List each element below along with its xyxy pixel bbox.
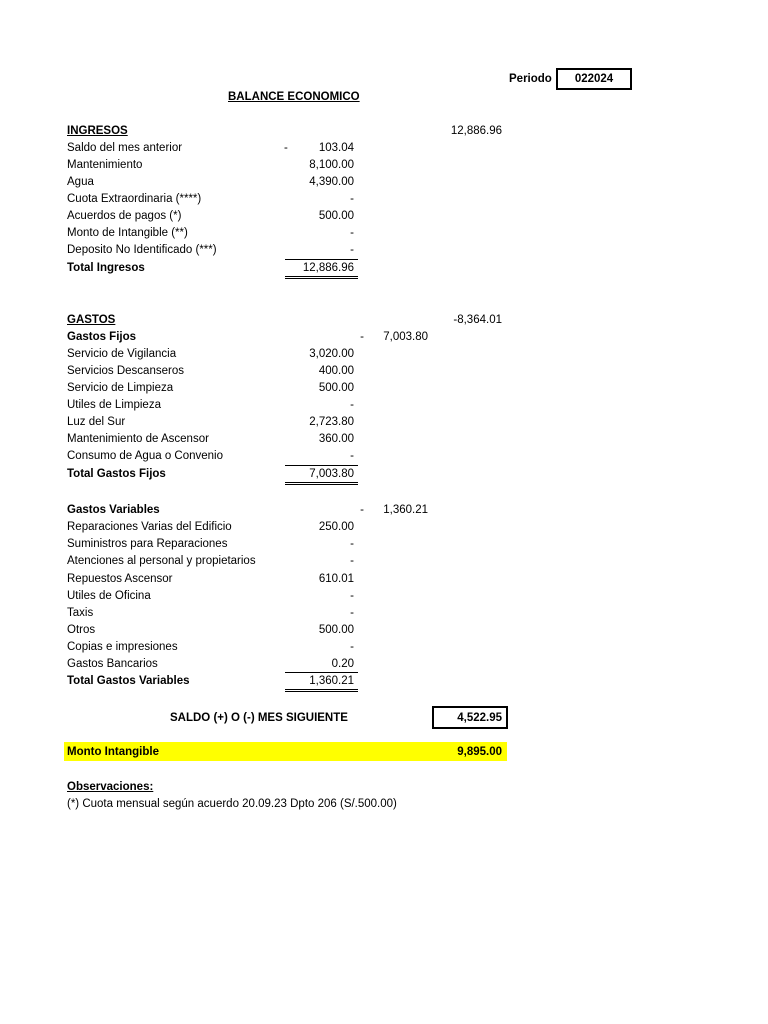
list-item-label: Suministros para Reparaciones: [67, 538, 228, 550]
list-item-value: 610.01: [318, 573, 354, 585]
saldo-value: 4,522.95: [457, 712, 502, 724]
list-item-value: -: [350, 399, 354, 411]
total-variables-label: Total Gastos Variables: [67, 675, 190, 687]
list-item-label: Luz del Sur: [67, 416, 126, 428]
list-item-value: -: [350, 227, 354, 239]
list-item-label: Consumo de Agua o Convenio: [67, 450, 223, 462]
list-item-label: Acuerdos de pagos (*): [67, 210, 182, 222]
total-variables-top-rule: [285, 672, 358, 673]
total-ingresos-double-rule: [285, 276, 358, 279]
periodo-value: 022024: [574, 73, 614, 85]
gastos-variables-heading: Gastos Variables: [67, 504, 160, 516]
gastos-fijos-subtotal: 7,003.80: [383, 331, 428, 343]
list-item-label: Servicio de Limpieza: [67, 382, 174, 394]
list-item-value: 0.20: [331, 658, 354, 670]
list-item-value: 103.04: [318, 142, 354, 154]
list-item-label: Mantenimiento de Ascensor: [67, 433, 209, 445]
list-item-value: 8,100.00: [309, 159, 354, 171]
list-item-value: 500.00: [318, 382, 354, 394]
gastos-heading: GASTOS: [67, 314, 116, 326]
list-item-label: Monto de Intangible (**): [67, 227, 188, 239]
list-item-label: Otros: [67, 624, 96, 636]
gastos-fijos-sign: -: [360, 331, 364, 343]
list-item-value: -: [350, 607, 354, 619]
list-item-value: 400.00: [318, 365, 354, 377]
list-item-label: Utiles de Oficina: [67, 590, 151, 602]
ingresos-heading: INGRESOS: [67, 125, 128, 137]
total-fijos-double-rule: [285, 482, 358, 485]
gastos-total-right: -8,364.01: [453, 314, 502, 326]
list-item-value: 250.00: [318, 521, 354, 533]
gastos-variables-subtotal: 1,360.21: [383, 504, 428, 516]
list-item-value: -: [350, 450, 354, 462]
list-item-label: Repuestos Ascensor: [67, 573, 173, 585]
total-ingresos-value: 12,886.96: [302, 262, 354, 274]
list-item-value: 3,020.00: [309, 348, 354, 360]
list-item-value: -: [350, 244, 354, 256]
list-item-value: 2,723.80: [309, 416, 354, 428]
gastos-variables-sign: -: [360, 504, 364, 516]
list-item-value: -: [350, 538, 354, 550]
list-item-label: Copias e impresiones: [67, 641, 178, 653]
list-item-label: Atenciones al personal y propietarios: [67, 555, 256, 567]
saldo-label: SALDO (+) O (-) MES SIGUIENTE: [170, 712, 348, 724]
monto-intangible-value: 9,895.00: [457, 746, 502, 758]
observaciones-heading: Observaciones:: [67, 781, 154, 793]
list-item-value: 4,390.00: [309, 176, 354, 188]
list-item-value: -: [350, 641, 354, 653]
list-item-label: Deposito No Identificado (***): [67, 244, 217, 256]
list-item-label: Gastos Bancarios: [67, 658, 158, 670]
total-variables-double-rule: [285, 689, 358, 692]
list-item-value: 500.00: [318, 624, 354, 636]
list-item-value: -: [350, 555, 354, 567]
list-item-label: Reparaciones Varias del Edificio: [67, 521, 232, 533]
list-item-value: 360.00: [318, 433, 354, 445]
list-item-label: Agua: [67, 176, 94, 188]
list-item-value: -: [350, 193, 354, 205]
total-variables-value: 1,360.21: [309, 675, 354, 687]
list-item-label: Servicios Descanseros: [67, 365, 184, 377]
periodo-label: Periodo: [509, 73, 552, 85]
list-item-label: Saldo del mes anterior: [67, 142, 183, 154]
list-item-label: Cuota Extraordinaria (****): [67, 193, 202, 205]
list-item-label: Taxis: [67, 607, 94, 619]
list-item-sign: -: [284, 142, 288, 154]
total-fijos-top-rule: [285, 465, 358, 466]
total-ingresos-label: Total Ingresos: [67, 262, 145, 274]
list-item-label: Mantenimiento: [67, 159, 143, 171]
list-item-label: Servicio de Vigilancia: [67, 348, 177, 360]
list-item-label: Utiles de Limpieza: [67, 399, 161, 411]
gastos-fijos-heading: Gastos Fijos: [67, 331, 137, 343]
ingresos-total-right: 12,886.96: [450, 125, 502, 137]
total-fijos-value: 7,003.80: [309, 468, 354, 480]
list-item-value: 500.00: [318, 210, 354, 222]
total-fijos-label: Total Gastos Fijos: [67, 468, 166, 480]
total-ingresos-top-rule: [285, 259, 358, 260]
monto-intangible-label: Monto Intangible: [67, 746, 159, 758]
page-title: BALANCE ECONOMICO: [228, 91, 360, 103]
observaciones-line: (*) Cuota mensual según acuerdo 20.09.23 Dpto 206 (S/.500.00): [67, 798, 397, 810]
list-item-value: -: [350, 590, 354, 602]
